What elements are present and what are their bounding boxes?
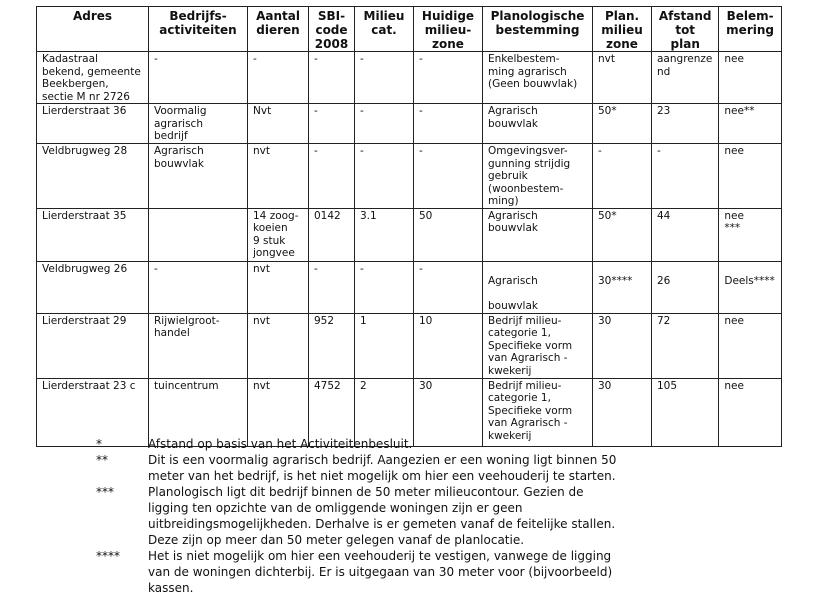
table-cell: nee** xyxy=(719,104,781,144)
table-cell: Bedrijf milieu- categorie 1, Specifieke vorm van Agrarisch - kwekerij xyxy=(483,313,593,378)
table-cell: Agrarisch bouwvlak xyxy=(483,208,593,261)
table-cell: Deels**** xyxy=(719,261,781,313)
table-cell: nee xyxy=(719,144,781,209)
table-cell: 14 zoog- koeien 9 stuk jongvee xyxy=(248,208,309,261)
table-cell: - xyxy=(309,52,355,104)
table-row xyxy=(37,144,782,209)
table-cell: 30 xyxy=(593,378,652,446)
table-cell: Omgevingsver- gunning strijdig gebruik (woonbestem- ming) xyxy=(483,144,593,209)
table-cell: - xyxy=(355,52,414,104)
table-cell: - xyxy=(248,52,309,104)
footnotes xyxy=(96,436,696,596)
table-cell: Lierderstraat 29 xyxy=(37,313,149,378)
table-cell: - xyxy=(309,261,355,313)
table-cell: 2 xyxy=(355,378,414,446)
table-cell: - xyxy=(652,144,719,209)
table-cell: - xyxy=(414,261,483,313)
table-row xyxy=(37,313,782,378)
table-cell: 1 xyxy=(355,313,414,378)
footnote-mark: ** xyxy=(96,453,108,467)
table-row xyxy=(37,104,782,144)
table-cell: Veldbrugweg 28 xyxy=(37,144,149,209)
table-cell: 44 xyxy=(652,208,719,261)
table-cell: Voormalig agrarisch bedrijf xyxy=(149,104,248,144)
table-cell: - xyxy=(149,261,248,313)
table-cell: - xyxy=(355,104,414,144)
column-header: Adres xyxy=(37,7,149,52)
table-row xyxy=(37,261,782,313)
table-cell: Bedrijf milieu- categorie 1, Specifieke vorm van Agrarisch - kwekerij xyxy=(483,378,593,446)
table-cell: - xyxy=(414,144,483,209)
table-cell: Agrarisch bouwvlak xyxy=(483,104,593,144)
column-header: Belem- mering xyxy=(719,7,781,52)
table-cell: - xyxy=(149,52,248,104)
footnote-text: Planologisch ligt dit bedrijf binnen de 50 meter milieucontour. Gezien de ligging ten opzichte van de omliggende woningen zijn er geen uitbreidingsmogelijkheden. Derhalve is er gemeten vanaf de feitelijke stallen. Deze zijn op meer dan 50 meter gelegen vanaf de planlocatie. xyxy=(148,485,616,547)
column-header: Huidige milieu- zone xyxy=(414,7,483,52)
table-cell: 50 xyxy=(414,208,483,261)
distance-table xyxy=(36,6,782,447)
table-cell: Enkelbestem- ming agrarisch (Geen bouwvlak) xyxy=(483,52,593,104)
table-cell: Agrarisch bouwvlak xyxy=(149,144,248,209)
table-cell: nvt xyxy=(248,313,309,378)
footnote xyxy=(96,484,696,548)
table-cell: nvt xyxy=(593,52,652,104)
table-cell: - xyxy=(414,52,483,104)
footnote-mark: *** xyxy=(96,485,114,499)
table-cell: 72 xyxy=(652,313,719,378)
table-cell: 4752 xyxy=(309,378,355,446)
table-cell: 30 xyxy=(593,313,652,378)
table-cell: 50* xyxy=(593,104,652,144)
table-cell: nee xyxy=(719,52,781,104)
footnote xyxy=(96,548,696,596)
footnote xyxy=(96,452,696,484)
table-cell: - xyxy=(414,104,483,144)
table-cell: Rijwielgroot- handel xyxy=(149,313,248,378)
column-header: Milieu cat. xyxy=(355,7,414,52)
footnote-text: Afstand op basis van het Activiteitenbesluit. xyxy=(148,437,413,451)
table-cell: nee xyxy=(719,378,781,446)
table-cell: aangrenze nd xyxy=(652,52,719,104)
table-cell: 23 xyxy=(652,104,719,144)
table-cell: nee *** xyxy=(719,208,781,261)
table-header-row xyxy=(37,7,782,52)
column-header: Bedrijfs- activiteiten xyxy=(149,7,248,52)
table-body xyxy=(37,52,782,447)
column-header: Aantal dieren xyxy=(248,7,309,52)
column-header: Plan. milieu zone xyxy=(593,7,652,52)
table-cell: nee xyxy=(719,313,781,378)
table-cell: 10 xyxy=(414,313,483,378)
table-cell: Lierderstraat 23 c xyxy=(37,378,149,446)
column-header: SBI- code 2008 xyxy=(309,7,355,52)
footnote-text: Dit is een voormalig agrarisch bedrijf. Aangezien er een woning ligt binnen 50 meter van het bedrijf, is het niet mogelijk om hier een veehouderij te starten. xyxy=(148,453,617,483)
table-cell: Veldbrugweg 26 xyxy=(37,261,149,313)
table-row xyxy=(37,52,782,104)
table-cell: 26 xyxy=(652,261,719,313)
table-cell: - xyxy=(593,144,652,209)
table-cell: tuincentrum xyxy=(149,378,248,446)
table-cell: - xyxy=(355,144,414,209)
table-cell: nvt xyxy=(248,144,309,209)
table-cell: 0142 xyxy=(309,208,355,261)
table-cell: - xyxy=(309,144,355,209)
table-cell: 3.1 xyxy=(355,208,414,261)
table-cell: Agrarisch bouwvlak xyxy=(483,261,593,313)
footnote xyxy=(96,436,696,452)
table-cell: 30 xyxy=(414,378,483,446)
table-cell xyxy=(149,208,248,261)
footnote-mark: * xyxy=(96,437,102,451)
table-cell: Lierderstraat 35 xyxy=(37,208,149,261)
table-cell: Lierderstraat 36 xyxy=(37,104,149,144)
table-cell: 952 xyxy=(309,313,355,378)
table-cell: - xyxy=(309,104,355,144)
column-header: Afstand tot plan xyxy=(652,7,719,52)
footnote-mark: **** xyxy=(96,549,120,563)
table-cell: 50* xyxy=(593,208,652,261)
column-header: Planologische bestemming xyxy=(483,7,593,52)
table-row xyxy=(37,208,782,261)
table-cell: 30**** xyxy=(593,261,652,313)
table-cell: 105 xyxy=(652,378,719,446)
table-cell: - xyxy=(355,261,414,313)
table-cell: nvt xyxy=(248,261,309,313)
footnote-text: Het is niet mogelijk om hier een veehouderij te vestigen, vanwege de ligging van de woningen dichterbij. Er is uitgegaan van 30 meter voor (bijvoorbeeld) kassen. xyxy=(148,549,613,595)
table-cell: Nvt xyxy=(248,104,309,144)
table-cell: nvt xyxy=(248,378,309,446)
table-cell: Kadastraal bekend, gemeente Beekbergen, sectie M nr 2726 xyxy=(37,52,149,104)
